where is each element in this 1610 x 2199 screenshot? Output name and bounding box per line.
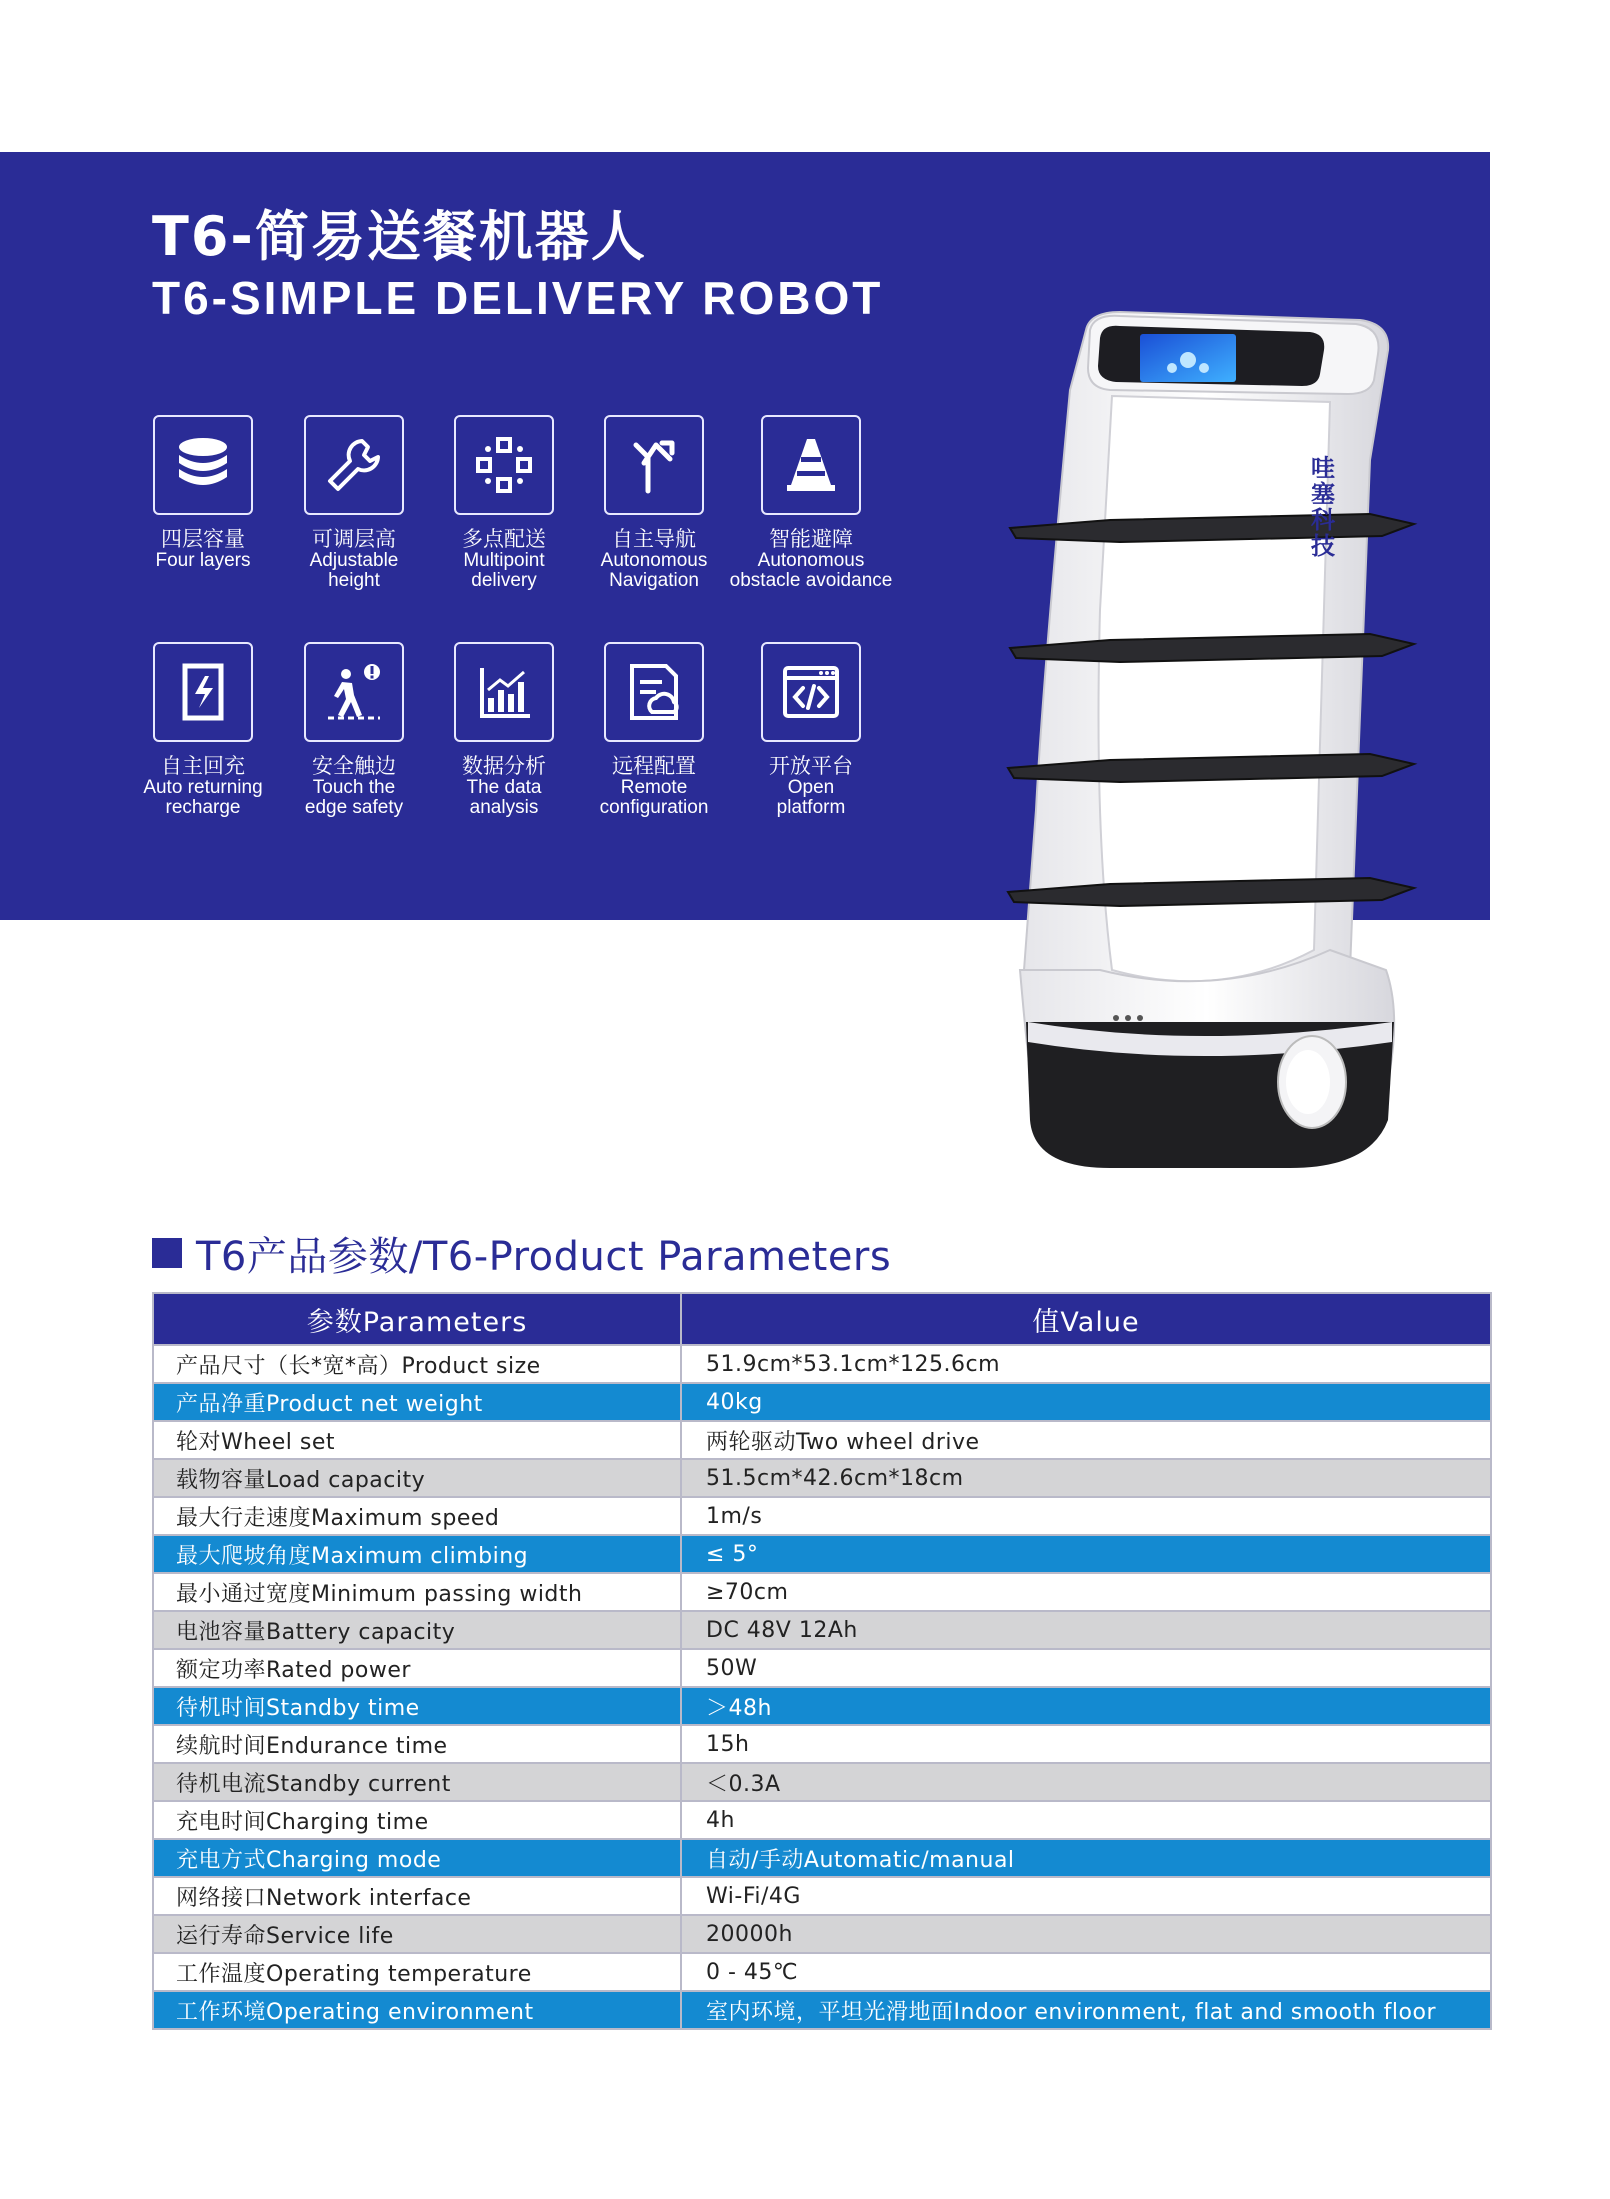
- param-value-cell: 4h: [681, 1801, 1491, 1839]
- table-row: [153, 1611, 1491, 1649]
- feature-open-platform: 开放平台 Open platform: [726, 642, 896, 818]
- param-name-cell: 待机时间Standby time: [153, 1687, 681, 1725]
- table-header-row: [153, 1293, 1491, 1345]
- feature-auto-recharge: 自主回充 Auto returning recharge: [118, 642, 288, 818]
- param-name-cell: 最大爬坡角度Maximum climbing: [153, 1535, 681, 1573]
- feature-obstacle-avoidance: 智能避障 Autonomous obstacle avoidance: [726, 415, 896, 591]
- title-marker: [152, 1238, 182, 1268]
- feature-multipoint-delivery: 多点配送 Multipoint delivery: [419, 415, 589, 591]
- table-row: [153, 1535, 1491, 1573]
- param-name-cell: 待机电流Standby current: [153, 1763, 681, 1801]
- param-value-cell: 51.5cm*42.6cm*18cm: [681, 1459, 1491, 1497]
- wrench-icon: [304, 415, 404, 515]
- param-name-cell: 最小通过宽度Minimum passing width: [153, 1573, 681, 1611]
- param-value-cell: 室内环境，平坦光滑地面Indoor environment, flat and smooth floor: [681, 1991, 1491, 2029]
- section-title: T6产品参数/T6-Product Parameters: [152, 1228, 891, 1278]
- param-value-cell: Wi-Fi/4G: [681, 1877, 1491, 1915]
- table-row: [153, 1801, 1491, 1839]
- table-row: [153, 1877, 1491, 1915]
- param-name-cell: 载物容量Load capacity: [153, 1459, 681, 1497]
- param-name-cell: 充电时间Charging time: [153, 1801, 681, 1839]
- page-title: T6-简易送餐机器人: [152, 205, 647, 268]
- param-name-cell: 运行寿命Service life: [153, 1915, 681, 1953]
- param-value-cell: 0 - 45℃: [681, 1953, 1491, 1991]
- table-row: [153, 1573, 1491, 1611]
- feature-four-layers: 四层容量 Four layers: [118, 415, 288, 571]
- page-subtitle: T6-SIMPLE DELIVERY ROBOT: [152, 272, 884, 324]
- table-row: [153, 1421, 1491, 1459]
- table-row: [153, 1991, 1491, 2029]
- feature-adjustable-height: 可调层高 Adjustable height: [269, 415, 439, 591]
- param-value-cell: ≥70cm: [681, 1573, 1491, 1611]
- param-value-cell: ≤ 5°: [681, 1535, 1491, 1573]
- table-row: [153, 1839, 1491, 1877]
- table-row: [153, 1725, 1491, 1763]
- parameters-table: [152, 1292, 1492, 2030]
- feature-autonomous-navigation: 自主导航 Autonomous Navigation: [569, 415, 739, 591]
- param-value-cell: ＜0.3A: [681, 1763, 1491, 1801]
- param-value-cell: 51.9cm*53.1cm*125.6cm: [681, 1345, 1491, 1383]
- param-name-cell: 额定功率Rated power: [153, 1649, 681, 1687]
- param-name-cell: 工作温度Operating temperature: [153, 1953, 681, 1991]
- param-name-cell: 工作环境Operating environment: [153, 1991, 681, 2029]
- param-name-cell: 充电方式Charging mode: [153, 1839, 681, 1877]
- table-row: [153, 1649, 1491, 1687]
- param-value-cell: 1m/s: [681, 1497, 1491, 1535]
- table-row: [153, 1687, 1491, 1725]
- feature-edge-safety: 安全触边 Touch the edge safety: [269, 642, 439, 818]
- param-value-cell: 两轮驱动Two wheel drive: [681, 1421, 1491, 1459]
- charging-pile-icon: [153, 642, 253, 742]
- param-name-cell: 轮对Wheel set: [153, 1421, 681, 1459]
- table-row: [153, 1497, 1491, 1535]
- code-window-icon: [761, 642, 861, 742]
- bar-chart-icon: [454, 642, 554, 742]
- navigation-arrow-icon: [604, 415, 704, 515]
- table-row: [153, 1953, 1491, 1991]
- table-row: [153, 1459, 1491, 1497]
- param-value-cell: DC 48V 12Ah: [681, 1611, 1491, 1649]
- table-row: [153, 1763, 1491, 1801]
- traffic-cone-icon: [761, 415, 861, 515]
- remote-config-icon: [604, 642, 704, 742]
- multipoint-icon: [454, 415, 554, 515]
- param-name-cell: 续航时间Endurance time: [153, 1725, 681, 1763]
- param-name-cell: 产品尺寸（长*宽*高）Product size: [153, 1345, 681, 1383]
- feature-data-analysis: 数据分析 The data analysis: [419, 642, 589, 818]
- param-value-cell: 自动/手动Automatic/manual: [681, 1839, 1491, 1877]
- pedestrian-warning-icon: [304, 642, 404, 742]
- table-row: [153, 1383, 1491, 1421]
- value-column-header: 值Value: [681, 1293, 1491, 1345]
- param-name-cell: 网络接口Network interface: [153, 1877, 681, 1915]
- param-value-cell: 15h: [681, 1725, 1491, 1763]
- param-value-cell: 50W: [681, 1649, 1491, 1687]
- param-value-cell: 40kg: [681, 1383, 1491, 1421]
- feature-remote-configuration: 远程配置 Remote configuration: [569, 642, 739, 818]
- param-value-cell: 20000h: [681, 1915, 1491, 1953]
- robot-illustration: [990, 310, 1420, 1190]
- param-value-cell: ＞48h: [681, 1687, 1491, 1725]
- robot-brand-logo: 哇塞科技: [1311, 454, 1335, 560]
- param-name-cell: 最大行走速度Maximum speed: [153, 1497, 681, 1535]
- table-row: [153, 1915, 1491, 1953]
- param-name-cell: 电池容量Battery capacity: [153, 1611, 681, 1649]
- table-row: [153, 1345, 1491, 1383]
- param-column-header: 参数Parameters: [153, 1293, 681, 1345]
- param-name-cell: 产品净重Product net weight: [153, 1383, 681, 1421]
- database-layers-icon: [153, 415, 253, 515]
